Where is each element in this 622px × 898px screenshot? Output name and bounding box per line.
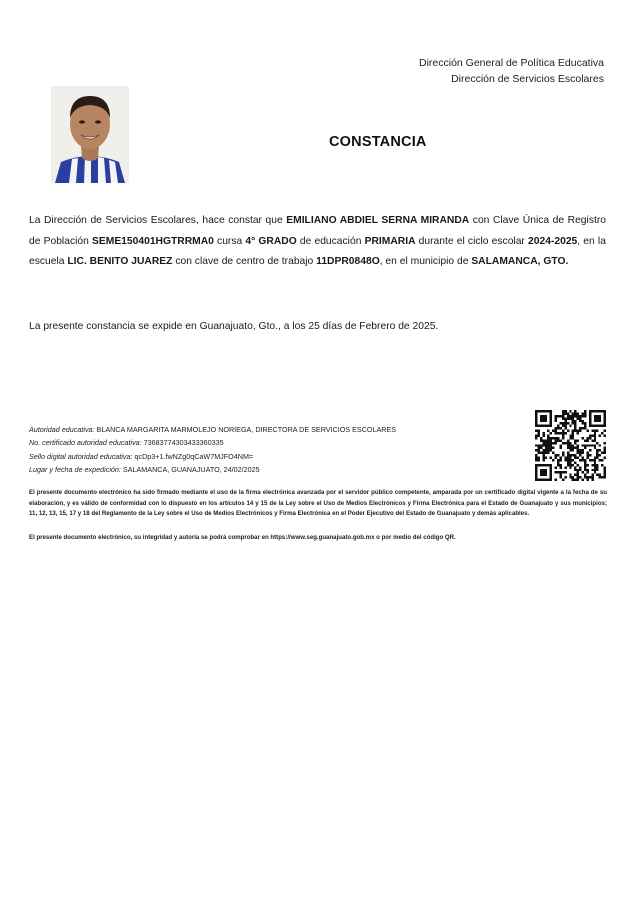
- body-text-5: durante el ciclo escolar: [418, 235, 525, 247]
- school-name: LIC. BENITO JUAREZ: [67, 256, 173, 267]
- issue-place-value: SALAMANCA, GUANAJUATO, 24/02/2025: [122, 464, 260, 474]
- issue-place-label: Lugar y fecha de expedición:: [29, 464, 121, 474]
- body-text-6: , en la escuela: [29, 235, 606, 267]
- header-line-services: Dirección de Servicios Escolares: [451, 73, 604, 85]
- school-code: 11DPR0848O: [316, 256, 380, 267]
- header-line-general: Dirección General de Política Educativa: [418, 57, 604, 69]
- issue-place-row: [29, 463, 396, 476]
- certificate-number-label: No. certificado autoridad educativa:: [29, 438, 142, 448]
- digital-seal-row: [29, 450, 396, 463]
- verification-notice: El presente documento electrónico, su integridad y autoría se podrá comprobar en https://www.seg.guanajuato.gob.mx o por medio del código QR.: [29, 534, 456, 541]
- school-cycle: 2024-2025: [528, 235, 578, 247]
- certificate-body: [29, 211, 606, 273]
- body-text-2: con Clave Única de Registro de Población: [29, 215, 606, 247]
- body-text-3: cursa: [217, 235, 243, 247]
- body-text-1: La Dirección de Servicios Escolares, hace constar que: [29, 215, 283, 226]
- digital-seal-label: Sello digital autoridad educativa:: [29, 451, 133, 461]
- authority-row: [29, 423, 396, 436]
- issue-statement: La presente constancia se expide en Guanajuato, Gto., a los 25 días de Febrero de 2025.: [29, 321, 439, 332]
- authority-value: BLANCA MARGARITA MARMOLEJO NORIEGA, DIRECTORA DE SERVICIOS ESCOLARES: [96, 425, 397, 434]
- authority-label: Autoridad educativa:: [29, 425, 95, 434]
- student-grade: 4° GRADO: [245, 235, 297, 247]
- digital-seal-value: qcDp3+1.fwNZg0qCaW7MJFO4NM=: [134, 451, 254, 461]
- page-title: CONSTANCIA: [329, 134, 427, 150]
- education-level: PRIMARIA: [364, 235, 416, 247]
- student-name: EMILIANO ABDIEL SERNA MIRANDA: [286, 215, 470, 226]
- body-text-4: de educación: [299, 235, 362, 247]
- certificate-number-row: [29, 436, 396, 449]
- qr-code-icon[interactable]: [535, 410, 606, 481]
- header-institution: [419, 55, 604, 87]
- municipality: SALAMANCA, GTO.: [471, 256, 569, 267]
- student-photo: [51, 86, 129, 183]
- legal-notice: El presente documento electrónico ha sido firmado mediante el uso de la firma electrónica avanzada por el servidor público competente, amparada por un certificado digital vigente a la fecha de su elaboración, y es válido de conformidad con lo dispuesto en los artículos 14 y 15 de la Ley sobre el Uso de Medios Electrónicos y Firma Electrónica para el Estado de Guanajuato y sus municipios; 11, 12, 13, 15, 17 y 18 del Reglamento de la Ley sobre el Uso de Medios Electrónicos y Firma Electrónica en el Poder Ejecutivo del Estado de Guanajuato y demás aplicables.: [29, 489, 607, 517]
- authority-block: [29, 423, 396, 476]
- body-text-8: , en el municipio de: [379, 256, 469, 267]
- certificate-number-value: 73683774303433360335: [143, 438, 224, 448]
- body-text-7: con clave de centro de trabajo: [175, 256, 314, 267]
- student-curp: SEME150401HGTRRMA0: [92, 235, 214, 247]
